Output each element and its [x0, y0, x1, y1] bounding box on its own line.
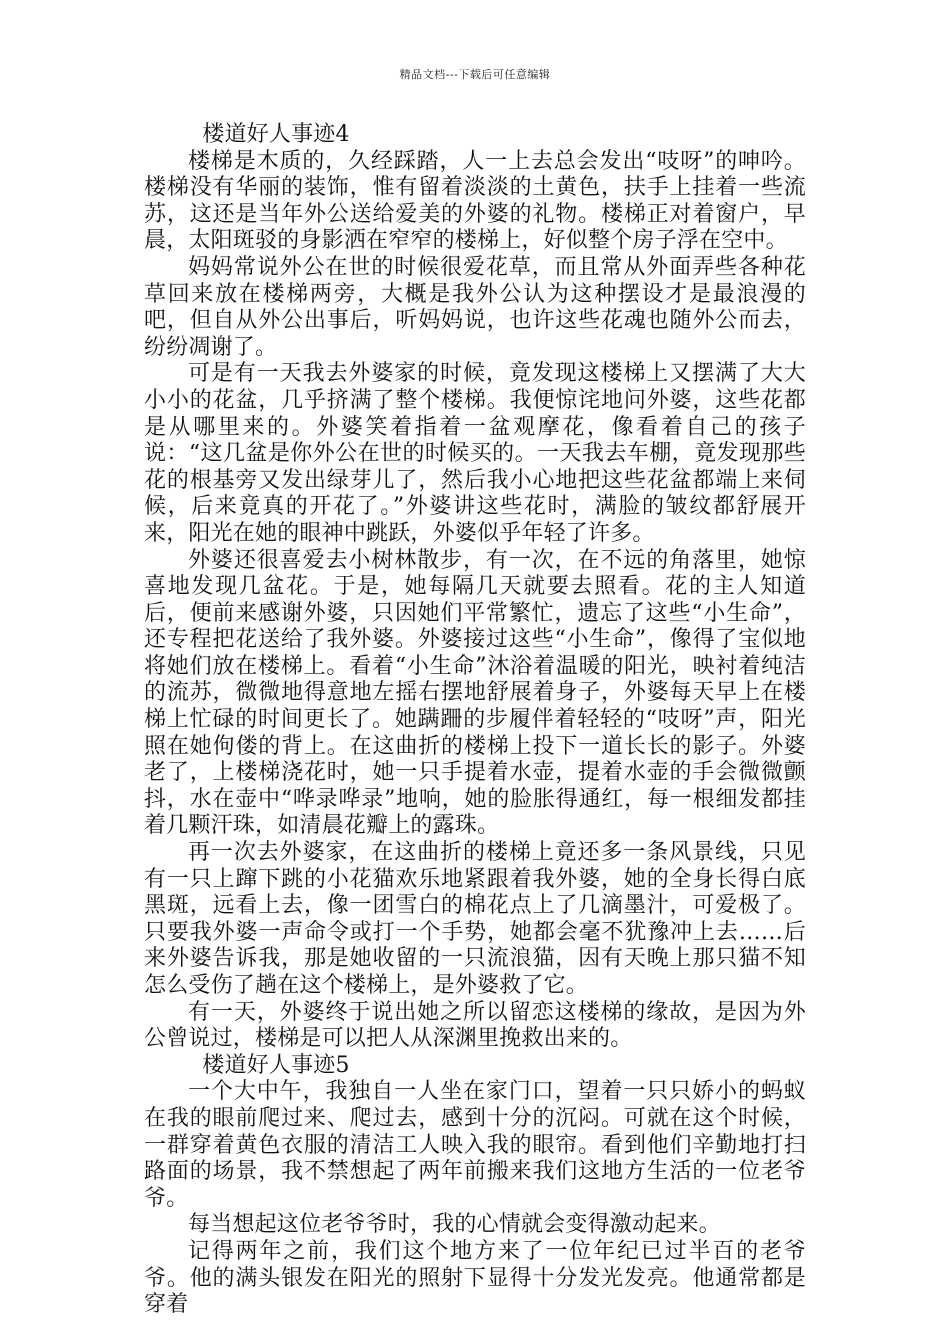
- section-5-paragraph-2: 每当想起这位老爷爷时，我的心情就会变得激动起来。: [188, 1212, 721, 1238]
- section-4-paragraph-4: 外婆还很喜爱去小树林散步，有一次，在不远的角落里，她惊喜地发现几盆花。于是，她每隔几天就要去照看。花的主人知道后，便前来感谢外婆，只因她们平常繁忙，遗忘了这些“小生命”，还专程把花送给了我外婆。外婆接过这些“小生命”，像得了宝似地将她们放在楼梯上。看着“小生命”沐浴着温暖的阳光，映衬着纯洁的流苏，微微地得意地左摇右摆地舒展着身子，外婆每天早上在楼梯上忙碌的时间更长了。她蹒跚的步履伴着轻轻的“吱呀”声，阳光照在她佝偻的背上。在这曲折的楼梯上投下一道长长的影子。外婆老了，上楼梯浇花时，她一只手提着水壶，提着水壶的手会微微颤抖，水在壶中“哗录哗录”地响，她的脸胀得通红，每一根细发都挂着几颗汗珠，如清晨花瓣上的露珠。: [144, 547, 806, 839]
- section-4-title: 楼道好人事迹4: [202, 122, 350, 147]
- section-4-paragraph-2: 妈妈常说外公在世的时候很爱花草，而且常从外面弄些各种花草回来放在楼梯两旁，大概是我外公认为这种摆设才是最浪漫的吧，但自从外公出事后，听妈妈说，也许这些花魂也随外公而去，纷纷凋谢了。: [144, 254, 806, 360]
- page-header: 精品文档---下载后可任意编辑: [399, 68, 551, 81]
- section-5-paragraph-1: 一个大中午，我独自一人坐在家门口，望着一只只娇小的蚂蚁在我的眼前爬过来、爬过去，感到十分的沉闷。可就在这个时候，一群穿着黄色衣服的清洁工人映入我的眼帘。看到他们辛勤地打扫路面的场景，我不禁想起了两年前搬来我们这地方生活的一位老爷爷。: [144, 1079, 806, 1211]
- section-4-paragraph-1: 楼梯是木质的，久经踩踏，人一上去总会发出“吱呀”的呻吟。楼梯没有华丽的装饰，惟有留着淡淡的土黄色，扶手上挂着一些流苏，这还是当年外公送给爱美的外婆的礼物。楼梯正对着窗户，早晨，太阳斑驳的身影洒在窄窄的楼梯上，好似整个房子浮在空中。: [144, 148, 806, 254]
- section-4-paragraph-6: 有一天，外婆终于说出她之所以留恋这楼梯的缘故，是因为外公曾说过，楼梯是可以把人从深渊里挽救出来的。: [144, 999, 806, 1052]
- section-5-paragraph-3: 记得两年之前，我们这个地方来了一位年纪已过半百的老爷爷。他的满头银发在阳光的照射下显得十分发光发亮。他通常都是穿着: [144, 1238, 806, 1318]
- document-body: [144, 122, 806, 1319]
- section-4-paragraph-5: 再一次去外婆家，在这曲折的楼梯上竟还多一条风景线，只见有一只上蹿下跳的小花猫欢乐地紧跟着我外婆，她的全身长得白底黑斑，远看上去，像一团雪白的棉花点上了几滴墨汁，可爱极了。只要我外婆一声命令或打一个手势，她都会毫不犹豫冲上去……后来外婆告诉我，那是她收留的一只流浪猫，因有天晚上那只猫不知怎么受伤了趟在这个楼梯上，是外婆救了它。: [144, 840, 806, 998]
- section-4-paragraph-3: 可是有一天我去外婆家的时候，竟发现这楼梯上又摆满了大大小小的花盆，几乎挤满了整个楼梯。我便惊诧地问外婆，这些花都是从哪里来的。外婆笑着指着一盆观摩花，像看着自己的孩子说：“这几盆是你外公在世的时候买的。一天我去车棚，竟发现那些花的根基旁又发出绿芽儿了，然后我小心地把这些花盆都端上来伺候，后来竟真的开花了。”外婆讲这些花时，满脸的皱纹都舒展开来，阳光在她的眼神中跳跃，外婆似乎年轻了许多。: [144, 361, 806, 546]
- section-5-title: 楼道好人事迹5: [202, 1052, 350, 1078]
